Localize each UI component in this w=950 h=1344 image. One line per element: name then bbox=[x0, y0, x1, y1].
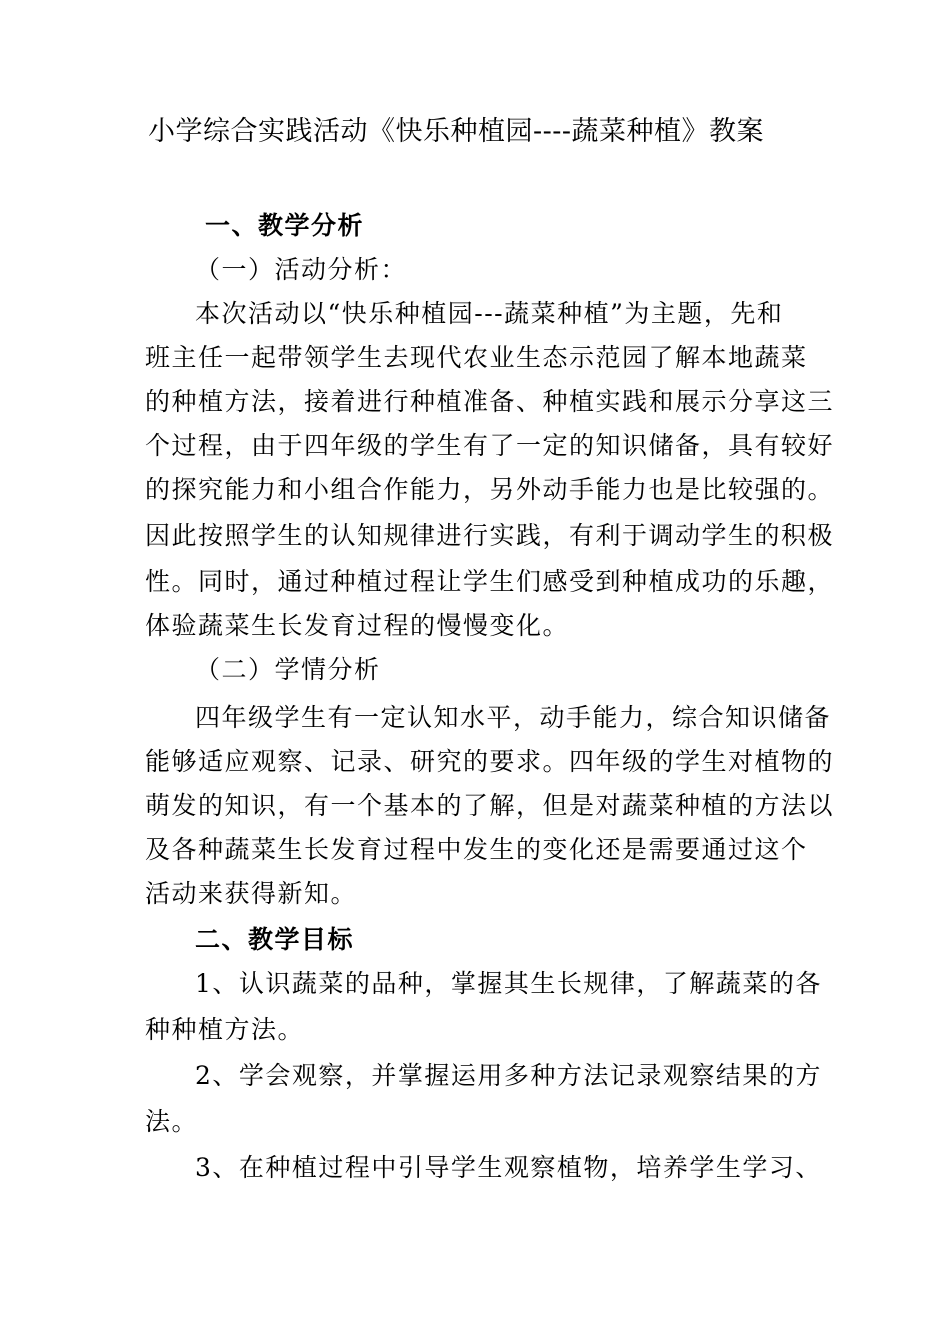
text-line: 个过程，由于四年级的学生有了一定的知识储备，具有较好 bbox=[145, 431, 835, 460]
text-line: 体验蔬菜生长发育过程的慢慢变化。 bbox=[145, 611, 570, 640]
text-line: 萌发的知识，有一个基本的了解，但是对蔬菜种植的方法以 bbox=[145, 791, 835, 820]
text-line: 的探究能力和小组合作能力，另外动手能力也是比较强的。 bbox=[145, 475, 835, 504]
text-line: 能够适应观察、记录、研究的要求。四年级的学生对植物的 bbox=[145, 747, 835, 776]
text-line: 3、在种植过程中引导学生观察植物，培养学生学习、 bbox=[195, 1153, 822, 1182]
subheading-learner-analysis: （二）学情分析 bbox=[195, 655, 381, 684]
text-line: 种种植方法。 bbox=[145, 1015, 305, 1044]
section-heading-analysis: 一、教学分析 bbox=[205, 211, 365, 240]
section-heading-goals: 二、教学目标 bbox=[195, 925, 355, 954]
text-line: 性。同时，通过种植过程让学生们感受到种植成功的乐趣， bbox=[145, 567, 835, 596]
text-line: 的种植方法，接着进行种植准备、种植实践和展示分享这三 bbox=[145, 387, 835, 416]
text-line: 活动来获得新知。 bbox=[145, 879, 358, 908]
text-line: 法。 bbox=[145, 1107, 199, 1136]
text-line: 2、学会观察，并掌握运用多种方法记录观察结果的方 bbox=[195, 1061, 822, 1090]
text-line: 本次活动以“快乐种植园---蔬菜种植”为主题，先和 bbox=[195, 299, 784, 328]
text-line: 1、认识蔬菜的品种，掌握其生长规律，了解蔬菜的各 bbox=[195, 969, 822, 998]
text-line: 因此按照学生的认知规律进行实践，有利于调动学生的积极 bbox=[145, 521, 835, 550]
text-line: 四年级学生有一定认知水平，动手能力，综合知识储备 bbox=[195, 703, 832, 732]
text-line: 班主任一起带领学生去现代农业生态示范园了解本地蔬菜 bbox=[145, 343, 808, 372]
document-title: 小学综合实践活动《快乐种植园----蔬菜种植》教案 bbox=[148, 116, 764, 147]
subheading-activity-analysis: （一）活动分析： bbox=[195, 255, 408, 284]
text-line: 及各种蔬菜生长发育过程中发生的变化还是需要通过这个 bbox=[145, 835, 808, 864]
